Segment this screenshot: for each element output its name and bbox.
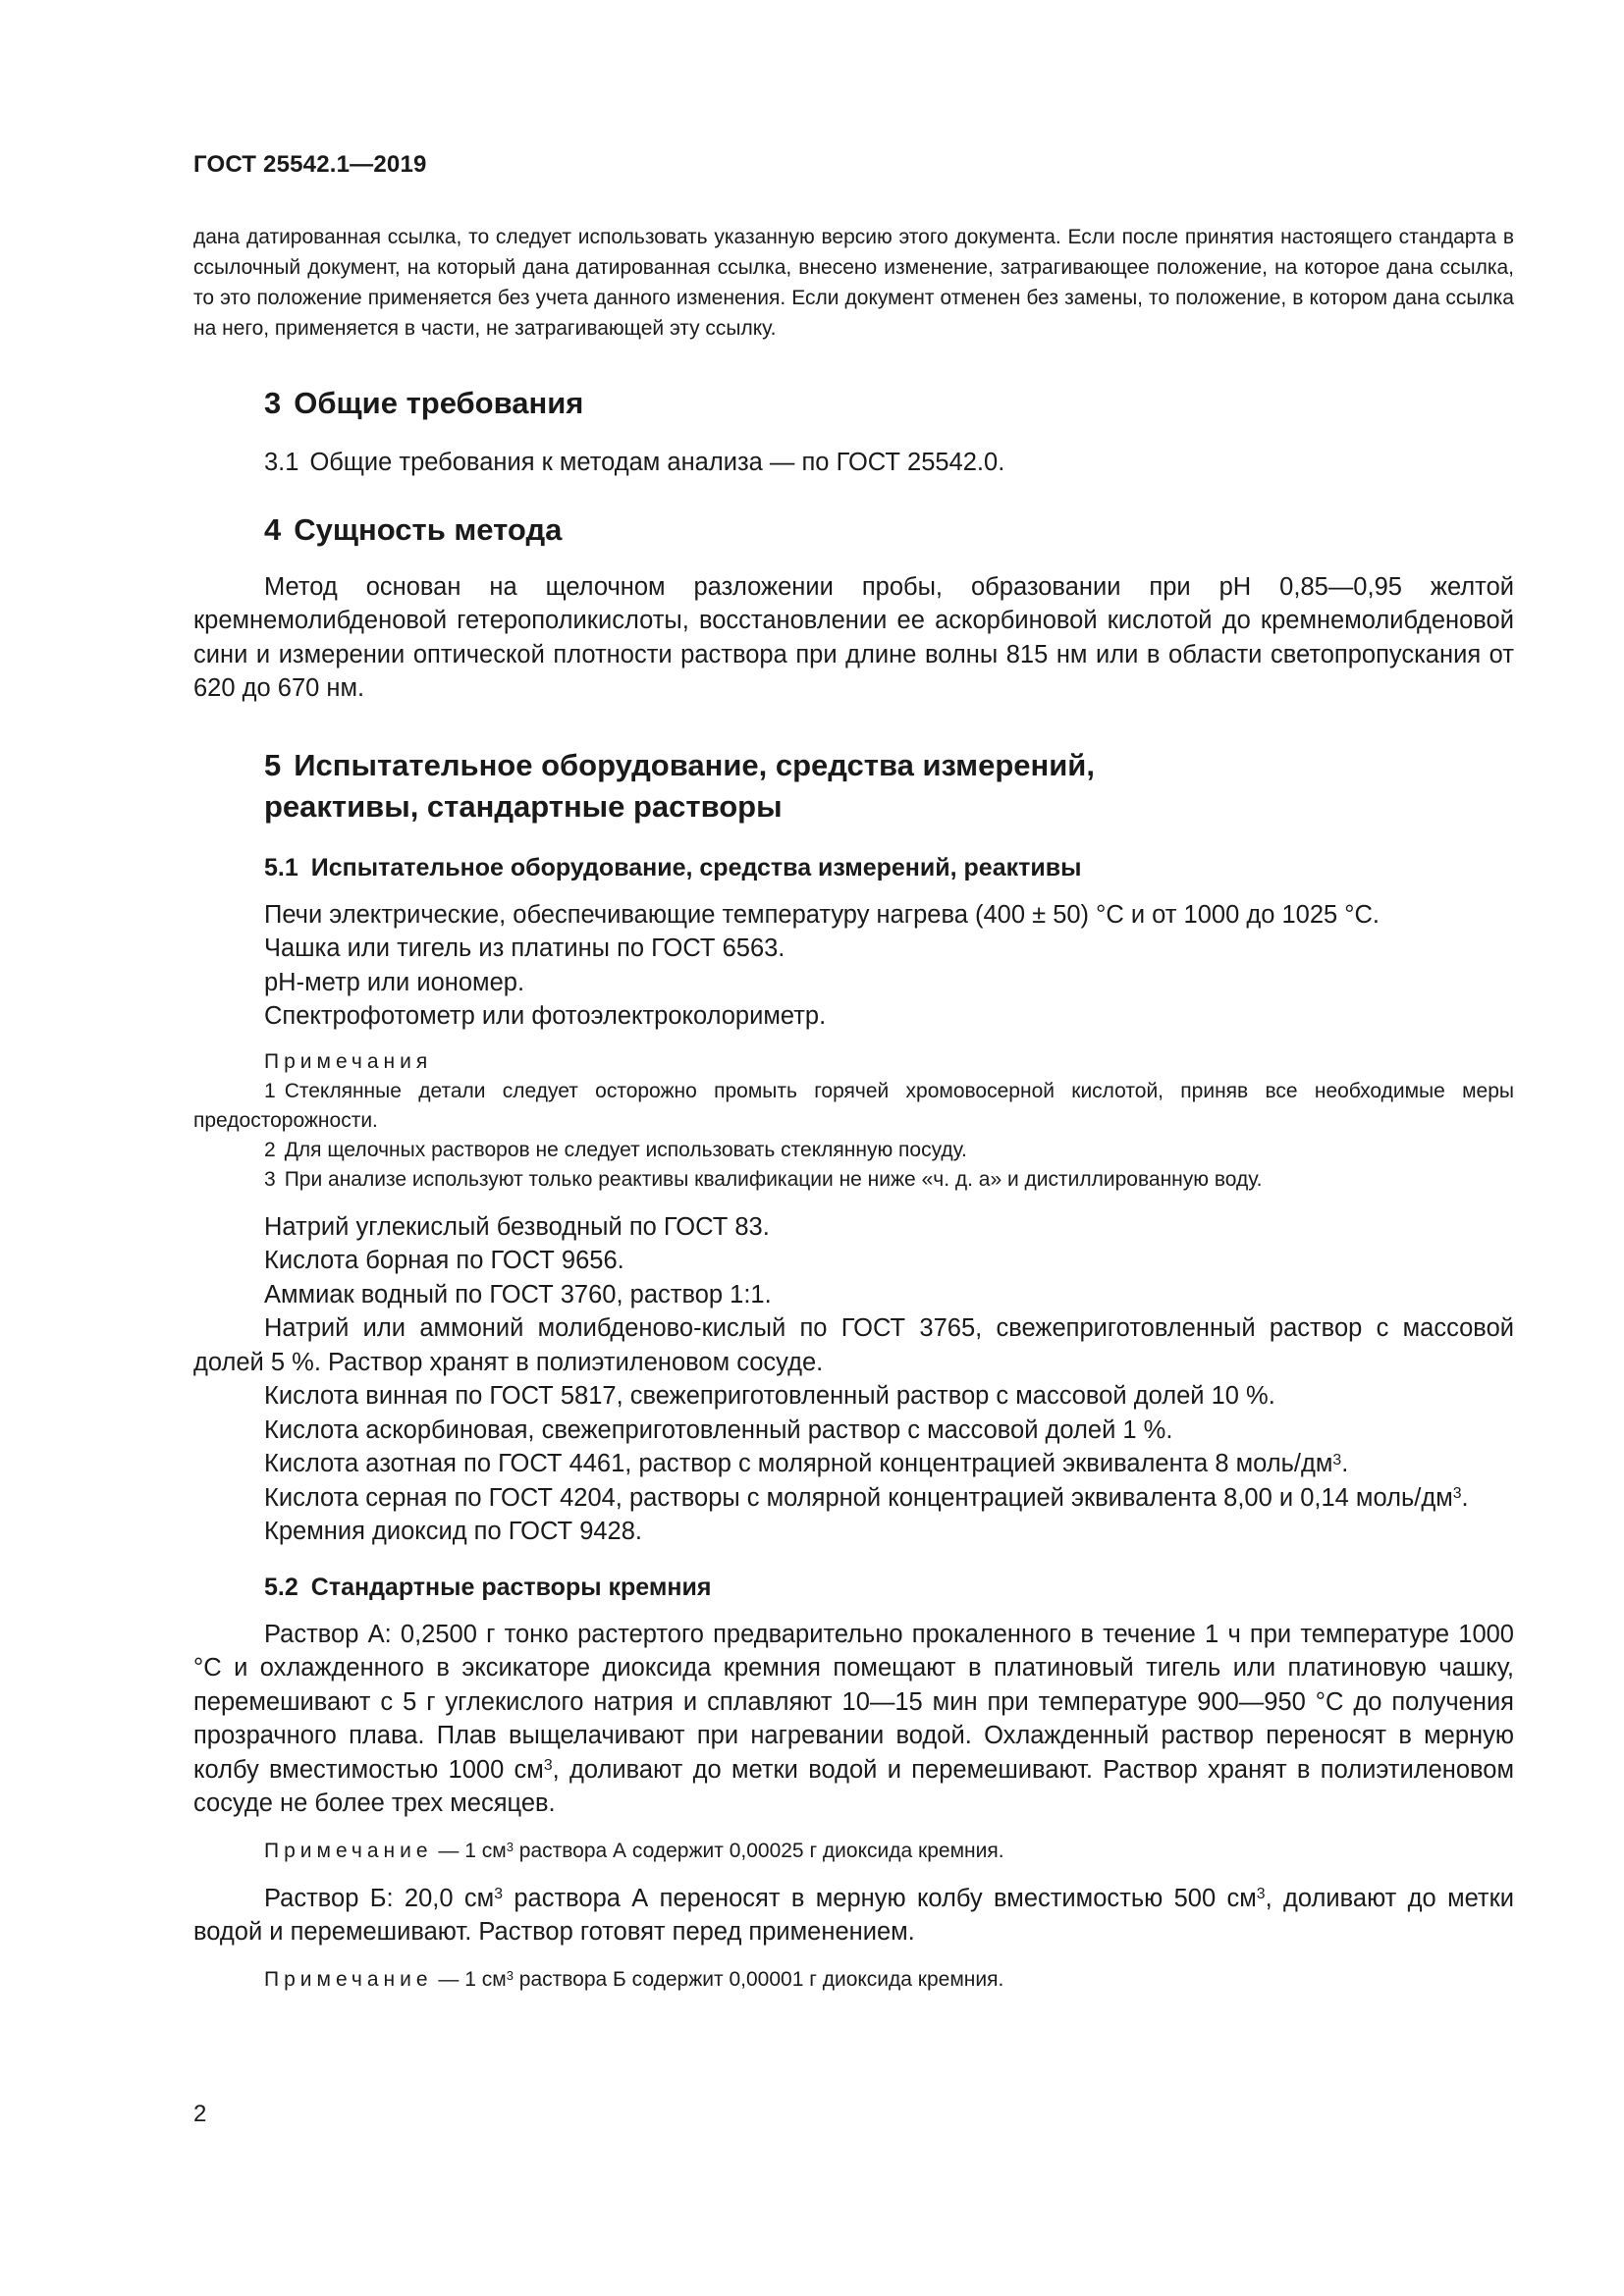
superscript-3: 3 — [506, 1839, 514, 1854]
solution-b-note — [193, 1965, 1514, 1995]
page-content — [193, 222, 1514, 1995]
solution-b-paragraph — [193, 1882, 1514, 1949]
reagent-item-nitric-acid — [193, 1447, 1514, 1481]
section-3-title: Общие требования — [294, 386, 584, 420]
note-item — [193, 1077, 1514, 1136]
solution-a-note — [193, 1837, 1514, 1866]
note-text: — 1 см — [438, 1839, 507, 1862]
notes-title: Примечания — [264, 1049, 433, 1073]
reagent-item: Кислота борная по ГОСТ 9656. — [264, 1247, 624, 1274]
note-text: Для щелочных растворов не следует использовать стеклянную посуду. — [284, 1138, 967, 1161]
note-text: При анализе используют только реактивы квалификации не ниже «ч. д. а» и дистиллированную воду. — [284, 1167, 1263, 1191]
period: . — [1341, 1450, 1349, 1477]
clause-3-1 — [193, 446, 1514, 480]
solution-a-paragraph — [193, 1618, 1514, 1821]
superscript-3: 3 — [1256, 1886, 1266, 1903]
note-number: 2 — [264, 1138, 276, 1161]
note-label: Примечание — [264, 1967, 433, 1991]
reagents-list — [193, 1210, 1514, 1549]
solution-b-text: , доливают до метки водой и перемешивают. Раствор готовят перед применением. — [193, 1884, 1515, 1946]
subsection-5-1-heading — [193, 851, 1514, 884]
reagent-item: Кислота аскорбиновая, свежеприготовленный раствор с массовой долей 1 %. — [264, 1415, 1173, 1444]
solution-a-text: , доливают до метки водой и перемешивают. Раствор хранят в полиэтиленовом сосуде не более трех месяцев. — [193, 1755, 1515, 1817]
section-3-heading — [193, 383, 1514, 424]
note-item — [193, 1165, 1514, 1195]
note-text: — 1 см — [438, 1967, 507, 1991]
solution-b-text: Раствор Б: 20,0 см — [264, 1884, 495, 1912]
clause-3-1-number: 3.1 — [264, 449, 299, 476]
superscript-3: 3 — [494, 1886, 503, 1903]
section-4-number: 4 — [264, 511, 282, 547]
equipment-item: Печи электрические, обеспечивающие температуру нагрева (400 ± 50) °С и от 1000 до 1025 °С. — [264, 900, 1380, 929]
note-text: раствора Б содержит 0,00001 г диоксида кремния. — [513, 1967, 1004, 1991]
running-head: ГОСТ 25542.1—2019 — [193, 151, 427, 178]
equipment-list — [193, 898, 1514, 1034]
note-text: Стеклянные детали следует осторожно промыть горячей хромовосерной кислотой, приняв все необходимые меры предосторожности. — [193, 1079, 1514, 1132]
superscript-3: 3 — [1452, 1485, 1462, 1503]
note-text: раствора А содержит 0,00025 г диоксида кремния. — [513, 1839, 1004, 1862]
section-5-number: 5 — [264, 747, 282, 782]
solution-b-text: раствора А переносят в мерную колбу вместимостью 500 см — [502, 1884, 1257, 1912]
section-5-heading — [193, 745, 1514, 828]
page-number: 2 — [193, 2101, 207, 2127]
subsection-5-2-heading — [193, 1571, 1514, 1604]
clause-3-1-text: Общие требования к методам анализа — по ГОСТ 25542.0. — [309, 449, 1005, 476]
subsection-5-2-title: Стандартные растворы кремния — [310, 1573, 712, 1601]
superscript-3: 3 — [1332, 1451, 1342, 1468]
note-item — [193, 1136, 1514, 1165]
reagent-item: Аммиак водный по ГОСТ 3760, раствор 1:1. — [264, 1280, 772, 1308]
reagent-item: Натрий или аммоний молибденово-кислый по ГОСТ 3765, свежеприготовленный раствор с массовой долей 5 %. Раствор хранят в полиэтиленовом сосуде. — [193, 1314, 1514, 1376]
subsection-5-1-number: 5.1 — [264, 853, 298, 881]
equipment-item: Спектрофотометр или фотоэлектроколориметр. — [264, 1002, 827, 1030]
section-5-title-line2: реактивы, стандартные растворы — [264, 788, 783, 824]
section-4-text: Метод основан на щелочном разложении пробы, образовании при pH 0,85—0,95 желтой кремнемолибденовой гетерополикислоты, восстановлении ее аскорбиновой кислотой до кремнемолибденовой сини и измерении оптической плотности раствора при длине волны 815 нм или в области светопропускания от 620 до 670 нм. — [193, 572, 1514, 702]
intro-paragraph: дана датированная ссылка, то следует использовать указанную версию этого документа. Если после принятия настоящего стандарта в ссылочный документ, на который дана датированная ссылка, внесено изменение, затрагивающее положение, на которое дана ссылка, то это положение применяется без учета данного изменения. Если документ отменен без замены, то положение, в котором дана ссылка на него, применяется в части, не затрагивающей эту ссылку. — [193, 226, 1514, 340]
reagent-item: Кремния диоксид по ГОСТ 9428. — [264, 1518, 643, 1545]
section-3-number: 3 — [264, 386, 282, 420]
note-label: Примечание — [264, 1839, 433, 1862]
note-number: 3 — [264, 1167, 276, 1191]
solution-a-text: Раствор А: 0,2500 г тонко растертого предварительно прокаленного в течение 1 ч при температуре 1000 °С и охлажденного в эксикаторе диоксида кремния помещают в платиновый тигель или платиновую чашку, перемешивают с 5 г углекислого натрия и сплавляют 10—15 мин при температуре 900—950 °С до получения прозрачного плава. Плав выщелачивают при нагревании водой. Охлажденный раствор переносят в мерную колбу вместимостью 1000 см — [193, 1620, 1514, 1784]
section-4-title: Сущность метода — [294, 511, 563, 547]
reagent-text: Кислота серная по ГОСТ 4204, растворы с молярной концентрацией эквивалента 8,00 и 0,14 моль/дм — [264, 1483, 1453, 1512]
equipment-item: Чашка или тигель из платины по ГОСТ 6563. — [264, 934, 785, 962]
reagent-item: Натрий углекислый безводный по ГОСТ 83. — [264, 1212, 770, 1241]
subsection-5-2-number: 5.2 — [264, 1573, 298, 1601]
subsection-5-1-title: Испытательное оборудование, средства измерений, реактивы — [310, 853, 1082, 881]
reagent-item: Кислота винная по ГОСТ 5817, свежеприготовленный раствор с массовой долей 10 %. — [264, 1382, 1275, 1410]
reagent-text: Кислота азотная по ГОСТ 4461, раствор с молярной концентрацией эквивалента 8 моль/дм — [264, 1450, 1333, 1477]
section-4-heading — [193, 509, 1514, 551]
notes-block — [193, 1047, 1514, 1195]
superscript-3: 3 — [506, 1967, 514, 1983]
equipment-item: pH-метр или иономер. — [264, 968, 525, 996]
reagent-item-sulfuric-acid — [193, 1481, 1514, 1516]
period: . — [1461, 1483, 1469, 1512]
superscript-3: 3 — [543, 1757, 553, 1775]
note-number: 1 — [264, 1079, 276, 1102]
section-5-title-line1: Испытательное оборудование, средства измерений, — [294, 747, 1095, 782]
